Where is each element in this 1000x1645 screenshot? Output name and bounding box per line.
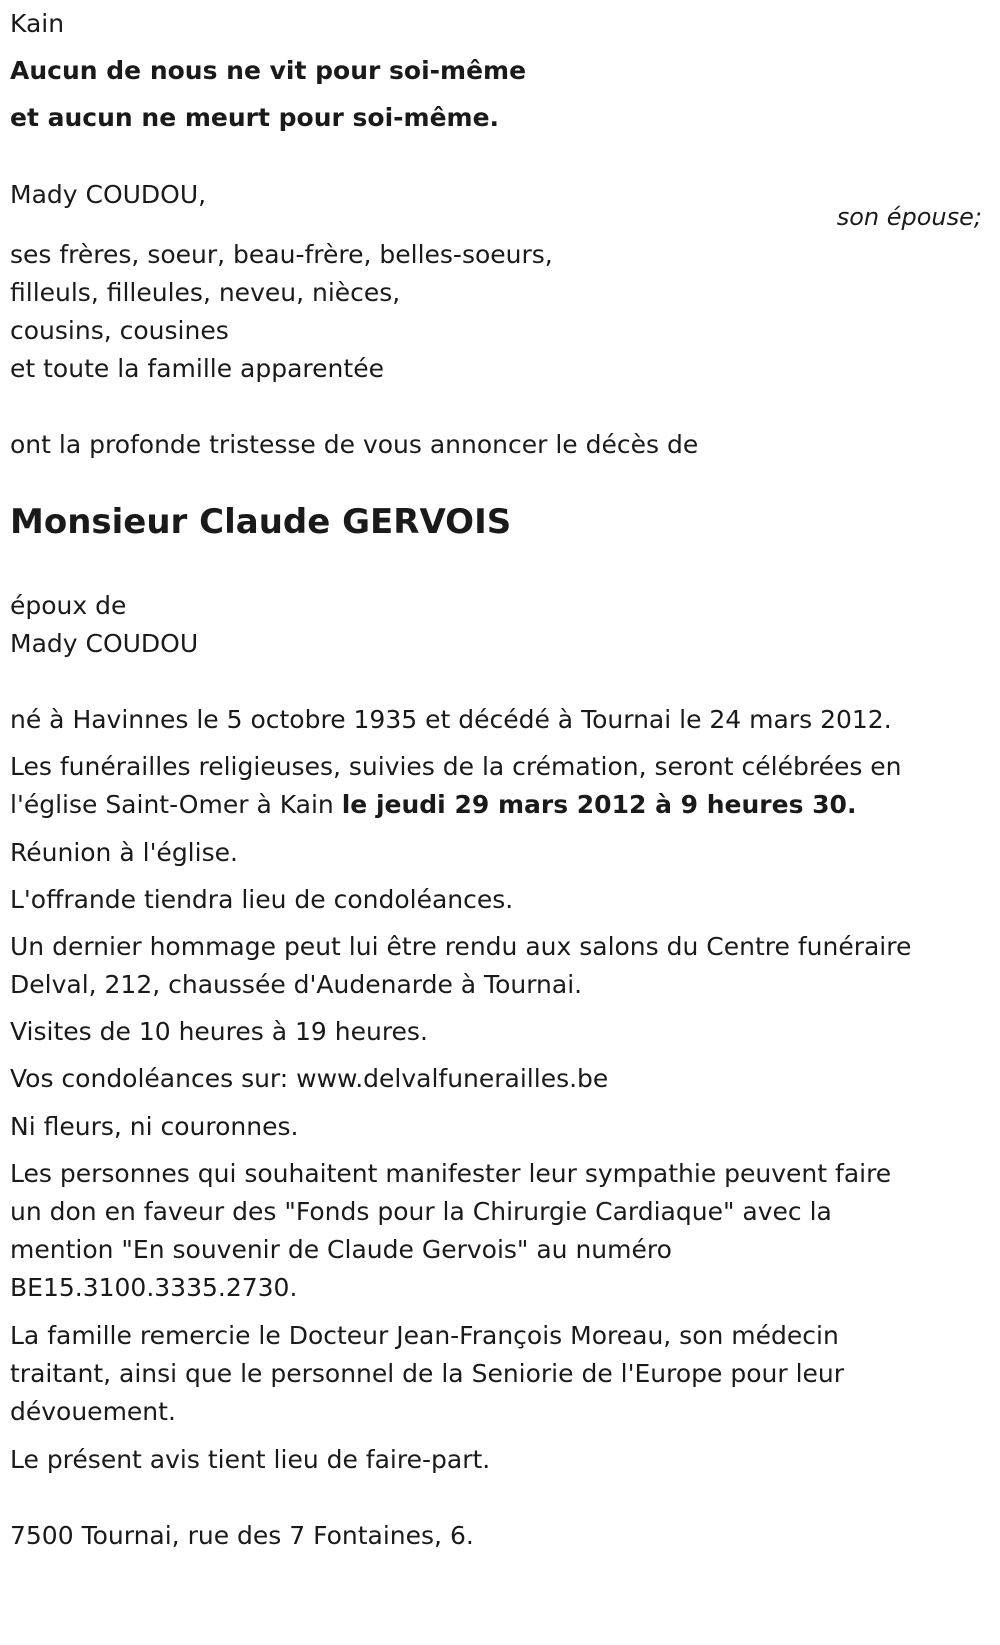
quote-line-2: et aucun ne meurt pour soi-même. <box>10 103 500 132</box>
address: 7500 Tournai, rue des 7 Fontaines, 6. <box>10 1521 474 1550</box>
fleurs: Ni fleurs, ni couronnes. <box>10 1112 299 1141</box>
offrande: L'offrande tiendra lieu de condoléances. <box>10 885 514 914</box>
don-line-1: Les personnes qui souhaitent manifester leur sympathie peuvent faire <box>10 1159 892 1188</box>
condoleances: Vos condoléances sur: www.delvalfunerailles.be <box>10 1064 609 1093</box>
birth-death: né à Havinnes le 5 octobre 1935 et décédé à Tournai le 24 mars 2012. <box>10 705 892 734</box>
faire-part: Le présent avis tient lieu de faire-part. <box>10 1445 491 1474</box>
hommage-line-1: Un dernier hommage peut lui être rendu aux salons du Centre funéraire <box>10 932 912 961</box>
spouse-role: son épouse; <box>836 203 982 231</box>
don-line-2: un don en faveur des "Fonds pour la Chirurgie Cardiaque" avec la <box>10 1197 832 1226</box>
funeral-place: l'église Saint-Omer à Kain <box>10 790 342 819</box>
hommage-line-2: Delval, 212, chaussée d'Audenarde à Tournai. <box>10 970 583 999</box>
funeral-line-2 <box>10 785 856 825</box>
quote-line-1: Aucun de nous ne vit pour soi-même <box>10 56 527 85</box>
announcement: ont la profonde tristesse de vous annoncer le décès de <box>10 430 699 459</box>
epoux-name: Mady COUDOU <box>10 629 199 658</box>
remerciements-line-1: La famille remercie le Docteur Jean-François Moreau, son médecin <box>10 1321 839 1350</box>
don-line-4: BE15.3100.3335.2730. <box>10 1273 298 1302</box>
family-line-4: et toute la famille apparentée <box>10 354 384 383</box>
remerciements-line-2: traitant, ainsi que le personnel de la Seniorie de l'Europe pour leur <box>10 1359 845 1388</box>
family-line-3: cousins, cousines <box>10 316 229 345</box>
deceased-name: Monsieur Claude GERVOIS <box>10 502 512 542</box>
epoux-label: époux de <box>10 591 127 620</box>
funeral-line-1: Les funérailles religieuses, suivies de la crémation, seront célébrées en <box>10 752 902 781</box>
family-line-2: filleuls, filleules, neveu, nièces, <box>10 278 401 307</box>
spouse-name: Mady COUDOU, <box>10 180 207 209</box>
don-line-3: mention "En souvenir de Claude Gervois" au numéro <box>10 1235 672 1264</box>
reunion: Réunion à l'église. <box>10 838 238 867</box>
funeral-date: le jeudi 29 mars 2012 à 9 heures 30. <box>341 790 857 819</box>
family-line-1: ses frères, soeur, beau-frère, belles-soeurs, <box>10 240 553 269</box>
location: Kain <box>10 9 65 38</box>
visites: Visites de 10 heures à 19 heures. <box>10 1017 428 1046</box>
remerciements-line-3: dévouement. <box>10 1397 176 1426</box>
